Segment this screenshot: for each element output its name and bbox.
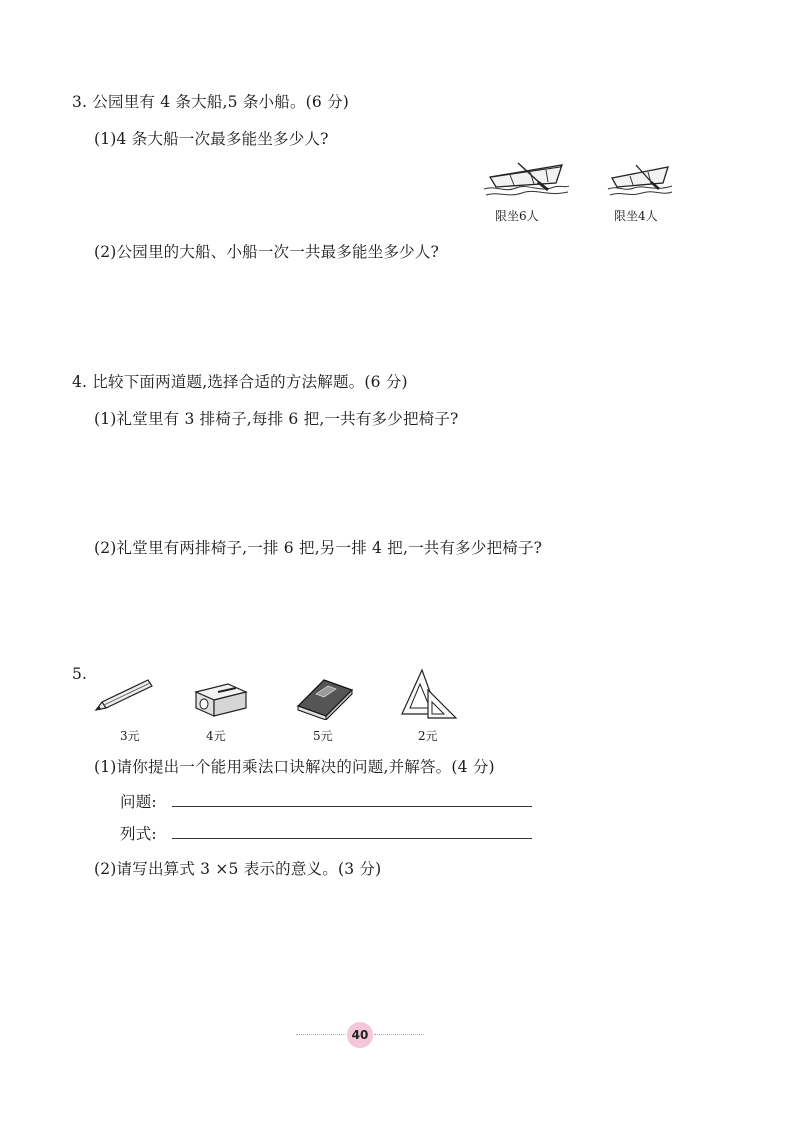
small-boat-image [606, 158, 674, 200]
pencil-box-price: 4元 [206, 729, 226, 743]
question-answer-line[interactable] [172, 806, 532, 807]
pencil-image [92, 678, 154, 714]
book-price: 5元 [313, 729, 333, 743]
triangle-ruler-image [398, 668, 458, 720]
triangle-ruler-price: 2元 [418, 729, 438, 743]
q4-sub2: (2)礼堂里有两排椅子,一排 6 把,另一排 4 把,一共有多少把椅子? [94, 539, 543, 557]
page-number: 40 [347, 1022, 373, 1048]
q5-sub1: (1)请你提出一个能用乘法口诀解决的问题,并解答。(4 分) [94, 758, 495, 776]
q4-sub1: (1)礼堂里有 3 排椅子,每排 6 把,一共有多少把椅子? [94, 410, 459, 428]
q3-title: 3. 公园里有 4 条大船,5 条小船。(6 分) [72, 93, 350, 111]
big-boat-image [482, 155, 570, 201]
formula-label: 列式: [120, 825, 157, 843]
q5-number: 5. [72, 665, 88, 683]
q3-sub1: (1)4 条大船一次最多能坐多少人? [94, 130, 329, 148]
big-boat-label: 限坐6人 [495, 209, 539, 223]
formula-answer-line[interactable] [172, 838, 532, 839]
small-boat-label: 限坐4人 [614, 209, 658, 223]
question-label: 问题: [120, 793, 157, 811]
pencil-price: 3元 [120, 729, 140, 743]
page-number-left-dots [296, 1034, 346, 1035]
book-image [296, 676, 354, 720]
q3-sub2: (2)公园里的大船、小船一次一共最多能坐多少人? [94, 243, 440, 261]
q5-sub2: (2)请写出算式 3 ×5 表示的意义。(3 分) [94, 860, 382, 878]
page-number-right-dots [374, 1034, 424, 1035]
q4-title: 4. 比较下面两道题,选择合适的方法解题。(6 分) [72, 373, 408, 391]
pencil-box-image [192, 678, 250, 718]
